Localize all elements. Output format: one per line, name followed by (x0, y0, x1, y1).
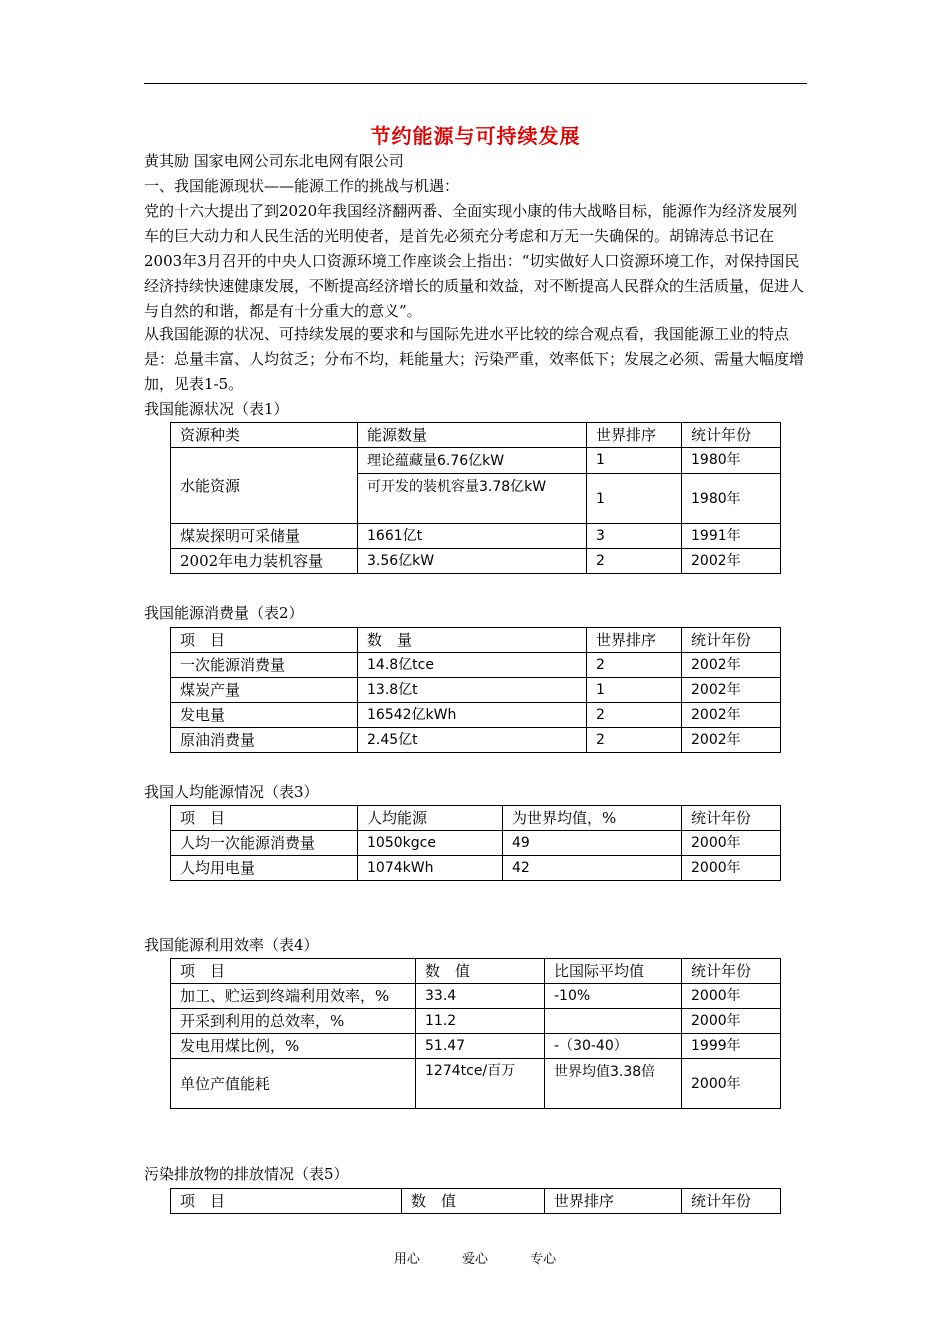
table-1 (170, 422, 781, 574)
table-cell: 单位产值能耗 (171, 1059, 416, 1109)
header-cell: 统计年份 (682, 959, 781, 984)
page-footer (0, 1248, 950, 1267)
table-cell: 33.4 (416, 984, 545, 1009)
table-header-row (171, 806, 781, 831)
table-5 (170, 1188, 781, 1214)
header-cell: 能源数量 (358, 423, 587, 448)
table-cell: 1074kWh (358, 856, 503, 881)
header-cell: 数 值 (416, 959, 545, 984)
table-cell: 11.2 (416, 1009, 545, 1034)
table-cell: 14.8亿tce (358, 653, 587, 678)
footer-text: 专心 (530, 1252, 557, 1267)
table-2-caption: 我国能源消费量（表2） (144, 604, 304, 622)
table-row (171, 984, 781, 1009)
table-cell: 发电量 (171, 703, 358, 728)
header-cell: 数 值 (402, 1189, 545, 1214)
table-row (171, 728, 781, 753)
table-cell (358, 474, 587, 524)
header-rule (144, 83, 807, 84)
group-cell: 水能资源 (171, 448, 358, 524)
table-cell: 49 (503, 831, 682, 856)
table-cell: -10% (545, 984, 682, 1009)
table-cell: 16542亿kWh (358, 703, 587, 728)
header-cell: 统计年份 (682, 806, 781, 831)
header-cell: 数 量 (358, 628, 587, 653)
table-cell: 1999年 (682, 1034, 781, 1059)
paragraph-2: 从我国能源的状况、可持续发展的要求和与国际先进水平比较的综合观点看，我国能源工业的特点是：总量丰富、人均贫乏；分布不均，耗能量大；污染严重，效率低下；发展之必须、需量大幅度增加，见表1-5。 (144, 325, 805, 393)
table-cell: 1 (587, 474, 682, 524)
header-cell: 资源种类 (171, 423, 358, 448)
table-row (171, 1009, 781, 1034)
table-cell: 加工、贮运到终端利用效率，% (171, 984, 416, 1009)
header-cell: 项 目 (171, 628, 358, 653)
table-row (171, 831, 781, 856)
table-cell: 煤炭探明可采储量 (171, 524, 358, 549)
table-cell: 2002年 (682, 653, 781, 678)
table-cell: 51.47 (416, 1034, 545, 1059)
table-row (171, 524, 781, 549)
paragraph-1: 党的十六大提出了到2020年我国经济翻两番、全面实现小康的伟大战略目标，能源作为经济发展列车的巨大动力和人民生活的光明使者，是首先必须充分考虑和万无一失确保的。胡锦涛总书记在2003年3月召开的中央人口资源环境工作座谈会上指出：“切实做好人口资源环境工作，对保持国民经济持续快速健康发展，不断提高经济增长的质量和效益，对不断提高人民群众的生活质量，促进人与自然的和谐，都是有十分重大的意义”。 (144, 202, 805, 320)
table-cell: 2002年 (682, 549, 781, 574)
table-cell: 1991年 (682, 524, 781, 549)
table-row (171, 856, 781, 881)
table-cell: 1980年 (682, 448, 781, 474)
table-cell: 1 (587, 448, 682, 474)
table-cell: 1274tce/百万 (416, 1059, 545, 1109)
cell-text: 理论蕴藏量6.76亿kW (367, 453, 505, 469)
table-cell: 2 (587, 728, 682, 753)
header-cell: 统计年份 (682, 423, 781, 448)
table-4-caption: 我国能源利用效率（表4） (144, 936, 319, 954)
table-cell: 2 (587, 549, 682, 574)
table-4 (170, 958, 781, 1109)
table-row (171, 703, 781, 728)
table-row (171, 549, 781, 574)
table-cell: 2000年 (682, 984, 781, 1009)
header-cell: 世界排序 (545, 1189, 682, 1214)
table-cell: 发电用煤比例，% (171, 1034, 416, 1059)
header-cell: 世界排序 (587, 628, 682, 653)
table-row (171, 1059, 781, 1109)
footer-text: 用心 (393, 1252, 420, 1267)
table-cell: 2000年 (682, 856, 781, 881)
table-cell (545, 1009, 682, 1034)
table-cell: 2002年 (682, 728, 781, 753)
footer-text: 爱心 (461, 1252, 488, 1267)
cell-text: 世界均值3.38倍 (554, 1064, 656, 1080)
cell-text: 可开发的装机容量3.78亿kW (367, 479, 547, 495)
header-cell: 项 目 (171, 1189, 402, 1214)
table-cell: 2002年 (682, 703, 781, 728)
table-cell: 人均用电量 (171, 856, 358, 881)
table-cell (545, 1059, 682, 1109)
table-header-row (171, 959, 781, 984)
table-cell: 人均一次能源消费量 (171, 831, 358, 856)
header-cell: 人均能源 (358, 806, 503, 831)
header-cell: 为世界均值，% (503, 806, 682, 831)
table-2 (170, 627, 781, 753)
table-cell: 2 (587, 703, 682, 728)
table-5-caption: 污染排放物的排放情况（表5） (144, 1165, 349, 1183)
table-3 (170, 805, 781, 881)
table-cell: 开采到利用的总效率，% (171, 1009, 416, 1034)
table-cell: 2.45亿t (358, 728, 587, 753)
table-cell: 1050kgce (358, 831, 503, 856)
table-cell: 3 (587, 524, 682, 549)
table-cell: 42 (503, 856, 682, 881)
table-cell: 1980年 (682, 474, 781, 524)
table-cell: 1 (587, 678, 682, 703)
table-3-caption: 我国人均能源情况（表3） (144, 783, 319, 801)
table-header-row (171, 423, 781, 448)
header-cell: 项 目 (171, 959, 416, 984)
table-cell: 原油消费量 (171, 728, 358, 753)
table-1-caption: 我国能源状况（表1） (144, 400, 289, 418)
table-cell: 2000年 (682, 1059, 781, 1109)
table-header-row (171, 1189, 781, 1214)
table-cell (358, 448, 587, 474)
table-cell: 2 (587, 653, 682, 678)
table-header-row (171, 628, 781, 653)
table-cell: 13.8亿t (358, 678, 587, 703)
header-cell: 统计年份 (682, 628, 781, 653)
table-cell: 煤炭产量 (171, 678, 358, 703)
table-cell: 3.56亿kW (358, 549, 587, 574)
table-cell: 2002年 (682, 678, 781, 703)
document-title: 节约能源与可持续发展 (370, 124, 581, 148)
table-cell: 2002年电力装机容量 (171, 549, 358, 574)
header-cell: 比国际平均值 (545, 959, 682, 984)
header-cell: 项 目 (171, 806, 358, 831)
header-cell: 世界排序 (587, 423, 682, 448)
table-row (171, 448, 781, 474)
header-cell: 统计年份 (682, 1189, 781, 1214)
table-row (171, 678, 781, 703)
table-row (171, 653, 781, 678)
table-cell: 1661亿t (358, 524, 587, 549)
author-line: 黄其励 国家电网公司东北电网有限公司 (144, 152, 404, 170)
table-cell: -（30-40） (545, 1034, 682, 1059)
table-cell: 2000年 (682, 831, 781, 856)
section-heading: 一、我国能源现状——能源工作的挑战与机遇： (144, 177, 460, 195)
table-cell: 2000年 (682, 1009, 781, 1034)
table-row (171, 1034, 781, 1059)
table-cell: 一次能源消费量 (171, 653, 358, 678)
